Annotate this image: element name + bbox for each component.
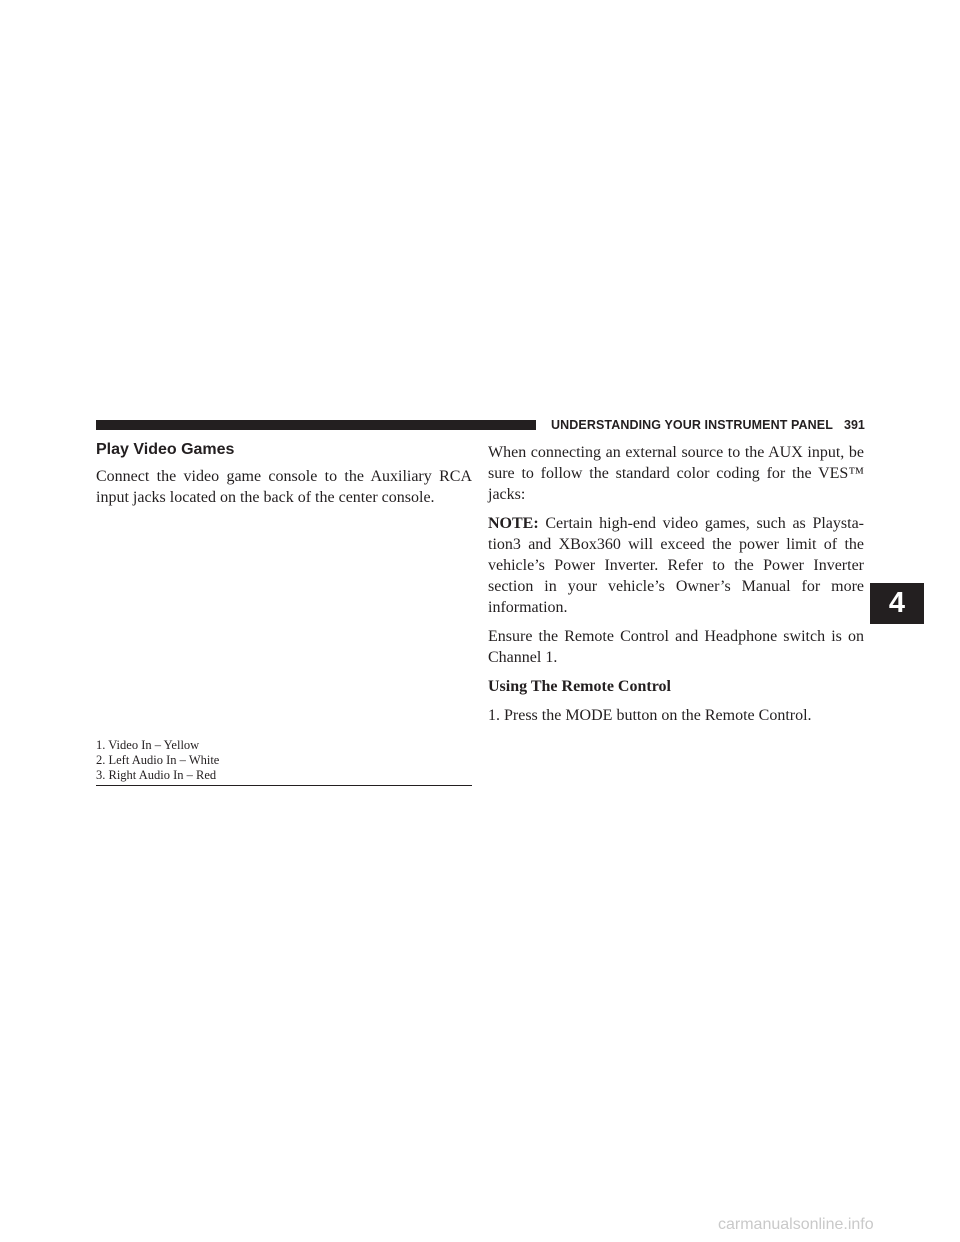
step-1: 1. Press the MODE button on the Remote Control. <box>488 707 812 724</box>
note-text: Certain high-end video games, such as Playsta-tion3 and XBox360 will exceed the power limit of the vehicle’s Power Inverter. Refer to the Power Inverter section in your vehicle’s Owner’s Manual for more information. <box>488 515 864 616</box>
caption-divider <box>96 785 472 786</box>
channel-paragraph: Ensure the Remote Control and Headphone switch is on Channel 1. <box>488 628 864 666</box>
note-paragraph <box>488 513 864 618</box>
right-column <box>488 442 864 734</box>
page-number: 391 <box>844 418 865 432</box>
watermark: carmanualsonline.info <box>718 1216 874 1233</box>
caption-item: 3. Right Audio In – Red <box>96 768 217 782</box>
subheading-remote-control: Using The Remote Control <box>488 678 671 695</box>
caption-item: 1. Video In – Yellow <box>96 738 200 752</box>
note-label: NOTE: <box>488 515 539 532</box>
intro-paragraph: Connect the video game console to the Auxiliary RCA input jacks located on the back of the center console. <box>96 468 472 506</box>
figure-caption-list <box>96 738 472 783</box>
section-heading: Play Video Games <box>96 441 235 458</box>
running-header: UNDERSTANDING YOUR INSTRUMENT PANEL <box>551 418 833 432</box>
figure-placeholder <box>96 512 472 734</box>
aux-paragraph: When connecting an external source to the AUX input, be sure to follow the standard color coding for the VES™ jacks: <box>488 444 864 503</box>
chapter-tab: 4 <box>870 583 924 624</box>
caption-item: 2. Left Audio In – White <box>96 753 220 767</box>
header-bar <box>96 420 536 430</box>
